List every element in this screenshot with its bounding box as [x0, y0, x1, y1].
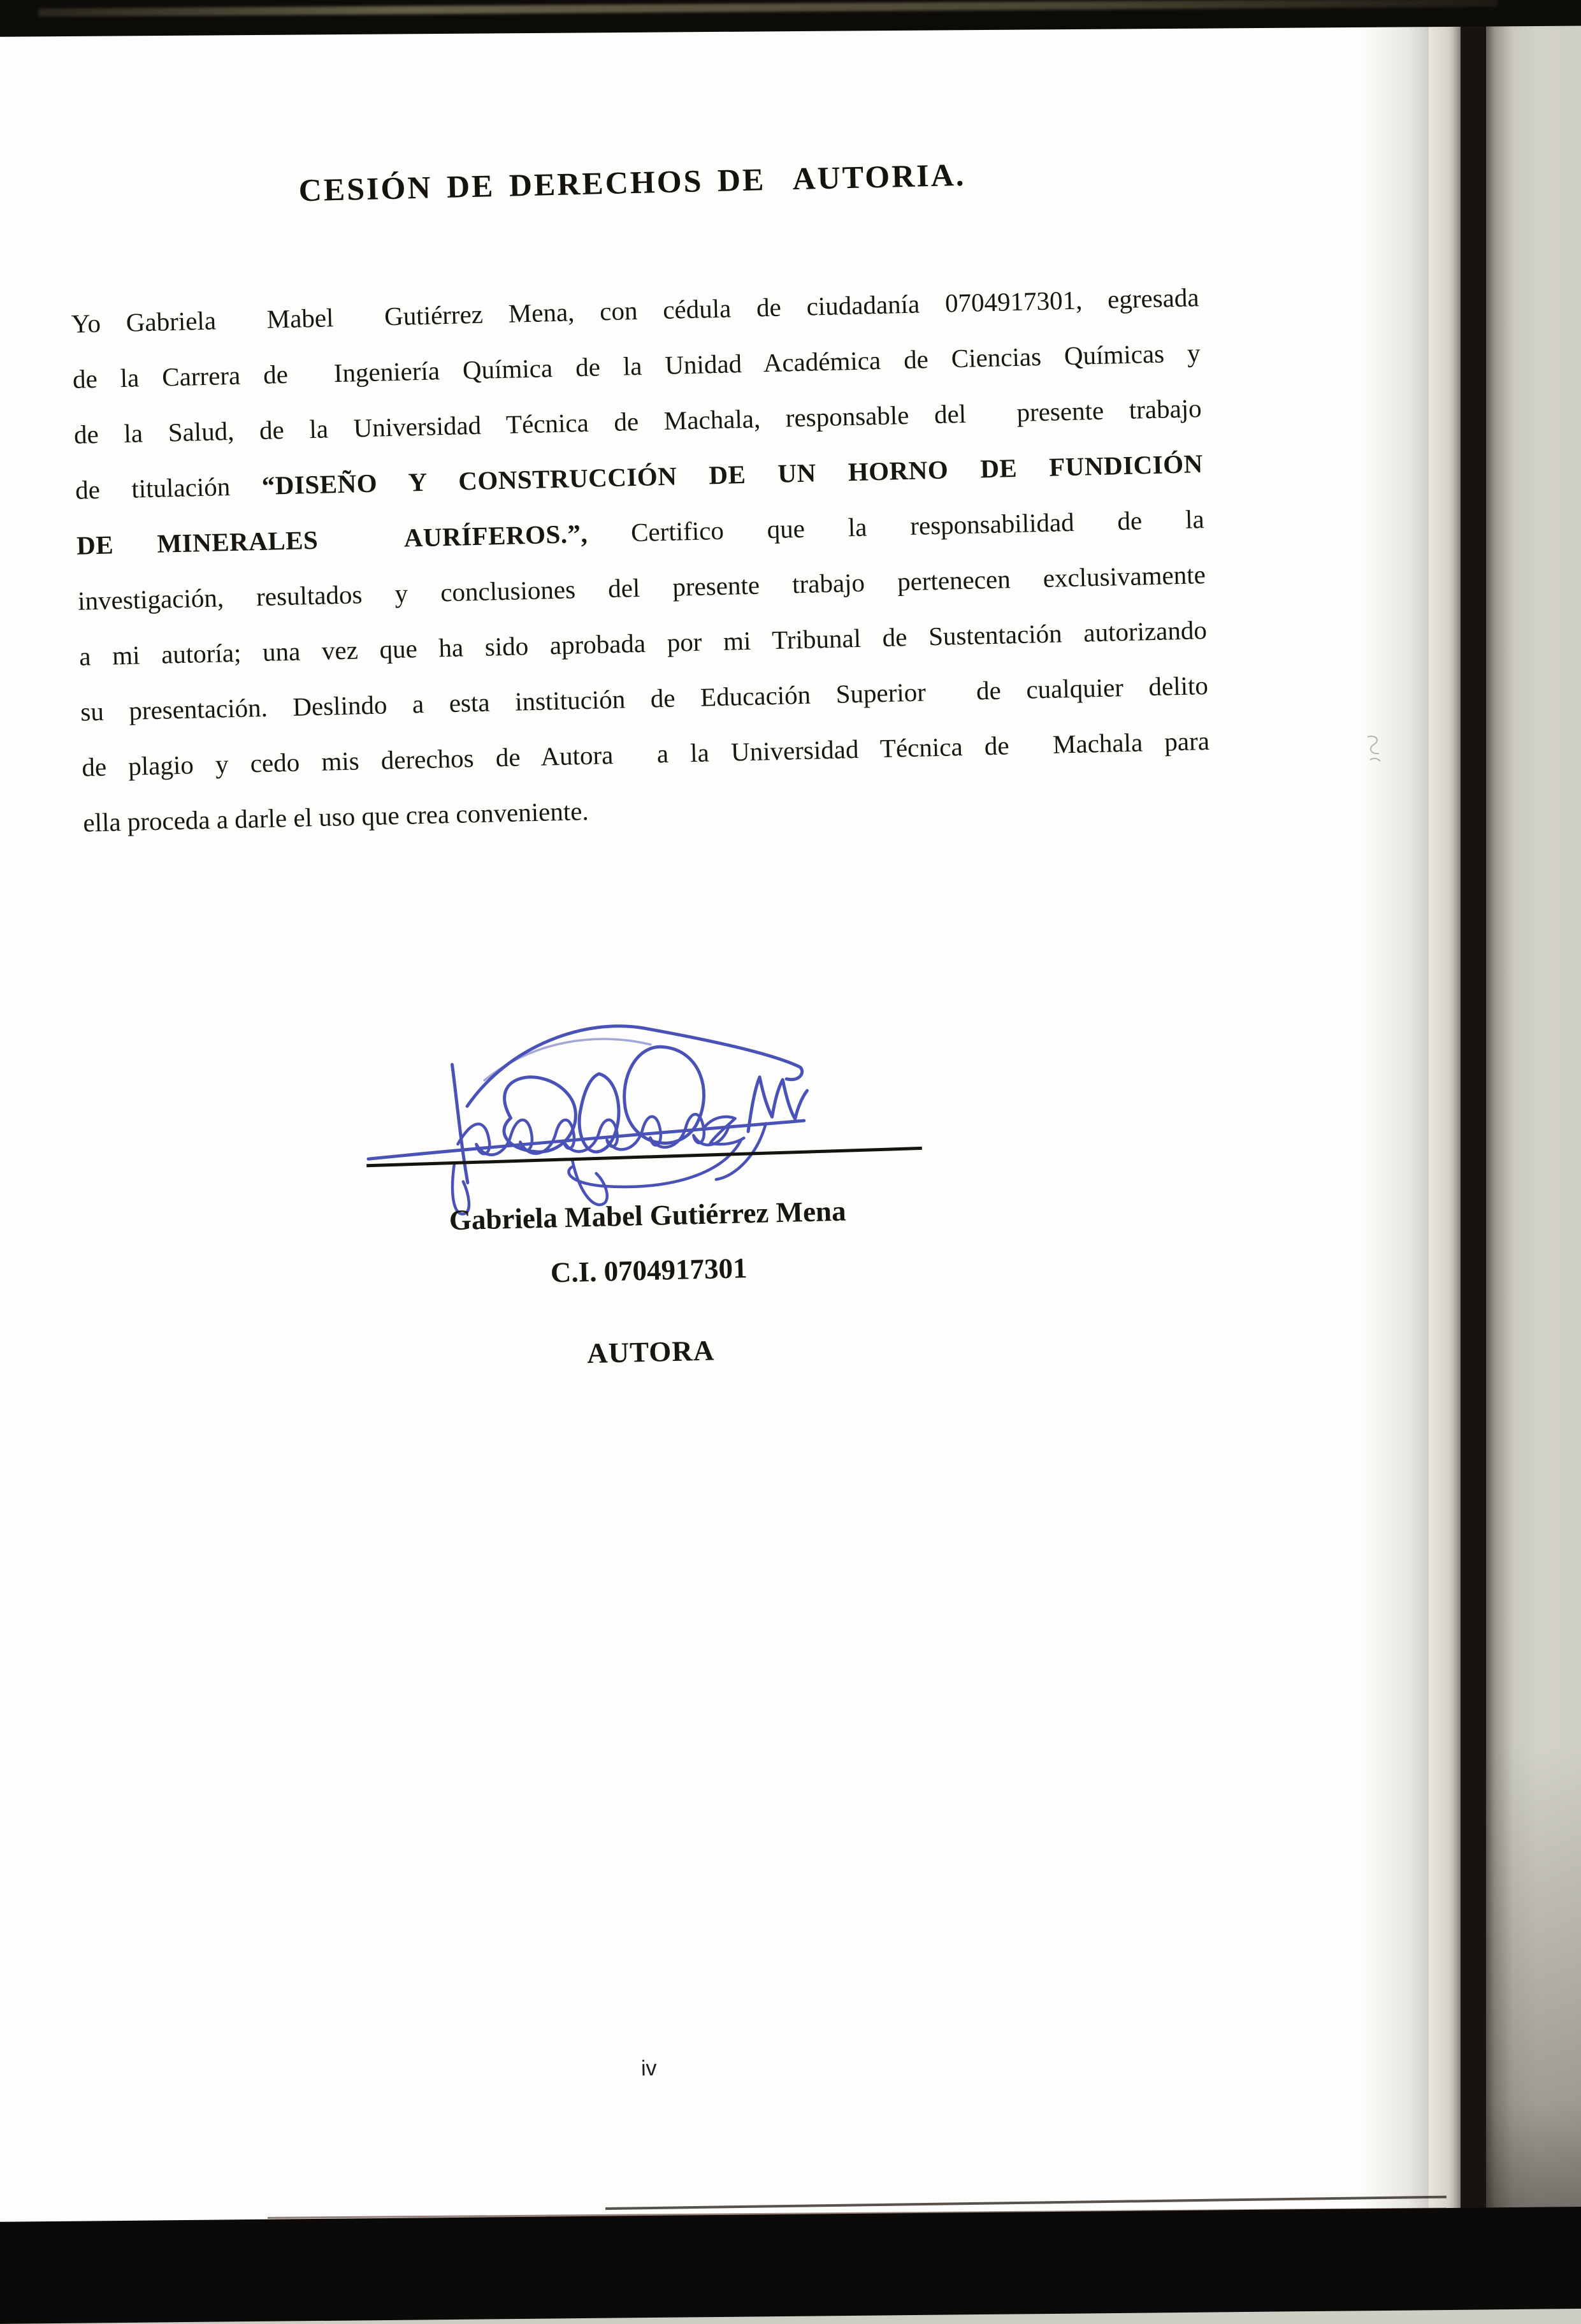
signer-id-number: C.I. 0704917301	[85, 1240, 1213, 1300]
document-title: CESIÓN DE DERECHOS DE AUTORIA.	[68, 150, 1197, 214]
signature-handwriting	[354, 962, 844, 1229]
paragraph-line: ella proceda a darle el uso que crea conveniente.	[82, 769, 1211, 851]
margin-smudge	[1361, 733, 1387, 764]
page-curl-shadow	[1359, 0, 1429, 2237]
book-binding-shadow	[1461, 0, 1486, 2237]
paragraph-line: a mi autoría; una vez que ha sido aprobada por mi Tribunal de Sustentación autorizando	[78, 602, 1208, 685]
paragraph-line: de plagio y cedo mis derechos de Autora a la Universidad Técnica de Machala para	[81, 713, 1210, 795]
page-content	[64, 0, 1244, 2236]
scanner-background	[1486, 0, 1581, 2237]
signer-role: AUTORA	[87, 1322, 1215, 1382]
paragraph-line: de la Carrera de Ingeniería Química de la Unidad Académica de Ciencias Químicas y	[72, 325, 1201, 407]
paragraph-line: de titulación “DISEÑO Y CONSTRUCCIÓN DE UN HORNO DE FUNDICIÓN	[75, 436, 1204, 518]
page-number: iv	[641, 2056, 657, 2082]
book-page-edges	[1429, 0, 1461, 2237]
paragraph-line: DE MINERALES AURÍFEROS.”, Certifico que la responsabilidad de la	[76, 491, 1205, 574]
paragraph-line: de la Salud, de la Universidad Técnica de Machala, responsable del presente trabajo	[73, 381, 1202, 463]
scan-bottom-strip	[0, 2206, 1581, 2324]
paragraph-line: investigación, resultados y conclusiones del presente trabajo pertenecen exclusivamente	[77, 547, 1206, 629]
signer-name: Gabriela Mabel Gutiérrez Mena	[83, 1186, 1212, 1246]
declaration-paragraph	[71, 270, 1211, 850]
paragraph-line: su presentación. Deslindo a esta institución de Educación Superior de cualquier delito	[80, 658, 1209, 740]
scan-top-glint	[38, 0, 1498, 17]
paragraph-line: Yo Gabriela Mabel Gutiérrez Mena, con cédula de ciudadanía 0704917301, egresada	[71, 270, 1200, 352]
